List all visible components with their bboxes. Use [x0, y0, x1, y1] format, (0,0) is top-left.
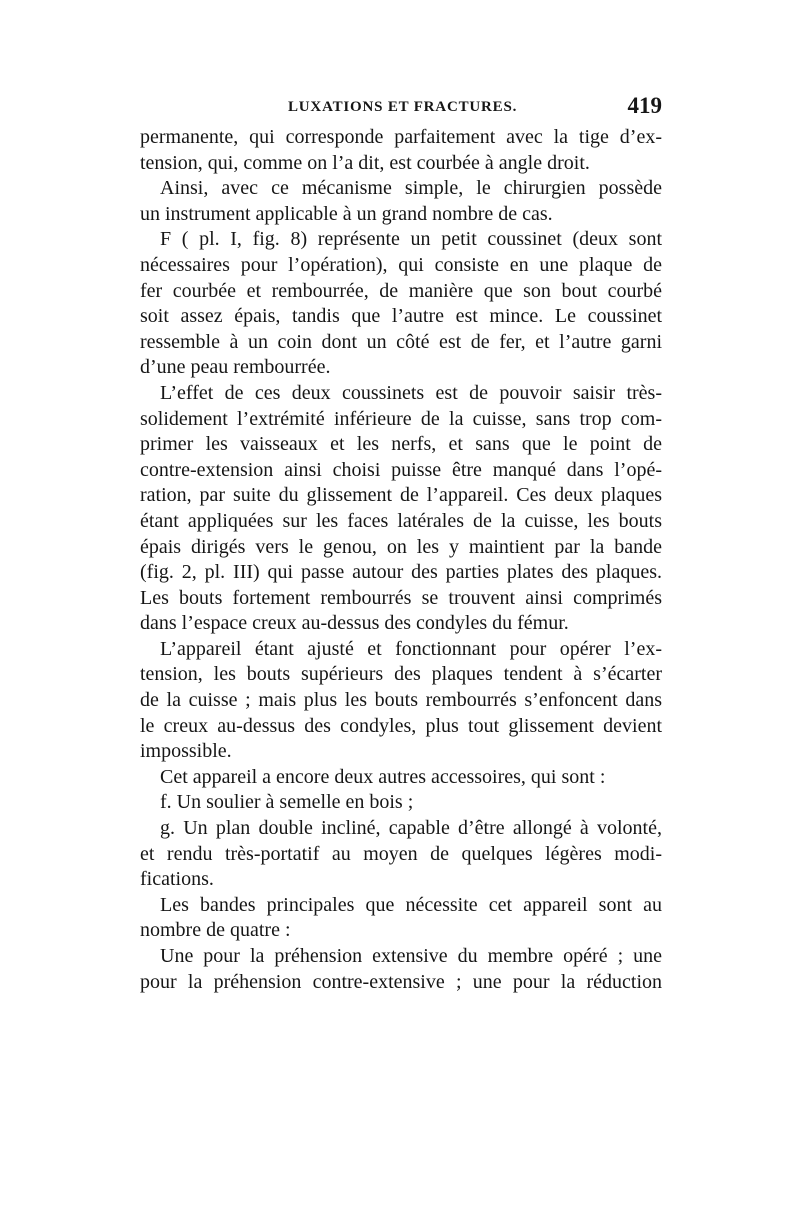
- text-line: tension, les bouts supérieurs des plaques tendent à s’écarter: [140, 663, 662, 686]
- text-line: étant appliquées sur les faces latérales de la cuisse, les bouts: [140, 509, 662, 532]
- text-line: fications.: [140, 868, 214, 891]
- text-line: primer les vaisseaux et les nerfs, et sans que le point de: [140, 433, 662, 456]
- text-line: contre-extension ainsi choisi puisse être manqué dans l’opé-: [140, 458, 662, 481]
- text-line: tension, qui, comme on l’a dit, est courbée à angle droit.: [140, 151, 590, 174]
- paragraph-start-line: Les bandes principales que nécessite cet appareil sont au: [160, 893, 662, 916]
- text-line: le creux au-dessus des condyles, plus tout glissement devient: [140, 714, 662, 737]
- text-line: Les bouts fortement rembourrés se trouvent ainsi comprimés: [140, 586, 662, 609]
- body-text: [140, 125, 662, 995]
- text-line: un instrument applicable à un grand nombre de cas.: [140, 202, 553, 225]
- text-line: nécessaires pour l’opération), qui consiste en une plaque de: [140, 253, 662, 276]
- text-line: solidement l’extrémité inférieure de la cuisse, sans trop com-: [140, 407, 662, 430]
- text-line: ressemble à un coin dont un côté est de fer, et l’autre garni: [140, 330, 662, 353]
- paragraph-start-line: L’effet de ces deux coussinets est de pouvoir saisir très-: [160, 381, 662, 404]
- text-line: et rendu très-portatif au moyen de quelques légères modi-: [140, 842, 662, 865]
- text-line: permanente, qui corresponde parfaitement avec la tige d’ex-: [140, 126, 662, 148]
- text-line: impossible.: [140, 740, 232, 763]
- page-number: 419: [627, 93, 662, 118]
- paragraph-start-line: Ainsi, avec ce mécanisme simple, le chirurgien possède: [160, 177, 662, 200]
- paragraph-start-line: Une pour la préhension extensive du membre opéré ; une: [160, 945, 662, 967]
- paragraph-start-line: Cet appareil a encore deux autres accessoires, qui sont :: [160, 765, 606, 788]
- text-line: fer courbée et rembourrée, de manière que son bout courbé: [140, 279, 662, 302]
- list-item-line: g. Un plan double incliné, capable d’être allongé à volonté,: [160, 817, 662, 840]
- text-line: ration, par suite du glissement de l’appareil. Ces deux plaques: [140, 484, 662, 507]
- text-line: dans l’espace creux au-dessus des condyles du fémur.: [140, 612, 569, 635]
- page-header: [140, 93, 662, 123]
- running-head: LUXATIONS ET FRACTURES.: [288, 99, 518, 115]
- paragraph-start-line: L’appareil étant ajusté et fonctionnant pour opérer l’ex-: [160, 637, 662, 660]
- paragraph-start-line: F ( pl. I, fig. 8) représente un petit coussinet (deux sont: [160, 228, 662, 251]
- list-item-line: f. Un soulier à semelle en bois ;: [160, 791, 414, 814]
- text-line: pour la préhension contre-extensive ; une pour la réduction: [140, 970, 662, 993]
- text-line: d’une peau rembourrée.: [140, 356, 331, 379]
- text-line: épais dirigés vers le genou, on les y maintient par la bande: [140, 535, 662, 558]
- text-line: (fig. 2, pl. III) qui passe autour des parties plates des plaques.: [140, 561, 662, 584]
- text-line: soit assez épais, tandis que l’autre est mince. Le coussinet: [140, 305, 662, 328]
- text-line: nombre de quatre :: [140, 919, 291, 942]
- text-line: de la cuisse ; mais plus les bouts rembourrés s’enfoncent dans: [140, 689, 662, 712]
